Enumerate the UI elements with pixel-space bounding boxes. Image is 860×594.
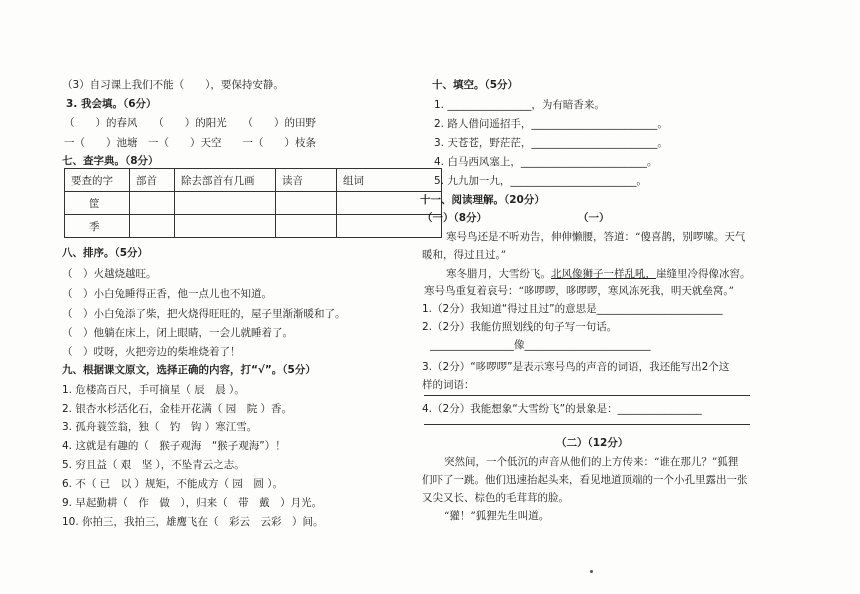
table-row <box>65 192 442 215</box>
passage-1-text: 崖缝里冷得像冰窖。 <box>656 268 751 280</box>
header-cell: 读音 <box>276 169 337 192</box>
section-3-title: 3. 我会填。（6分） <box>66 98 157 110</box>
question-3-item: （3）自习课上我们不能（ ），要保持安静。 <box>62 79 284 91</box>
table-cell-empty[interactable] <box>130 215 175 238</box>
passage-1-line-3 <box>446 267 751 281</box>
section-9-title: 九、根据课文原文，选择正确的内容，打“√”。（5分） <box>62 364 316 376</box>
question-3-answer-line[interactable] <box>424 395 750 396</box>
header-cell: 除去部首有几画 <box>175 169 276 192</box>
sort-item: （ ）他躺在床上，闭上眼睛，一会儿就睡着了。 <box>62 327 293 339</box>
table-row <box>65 215 442 238</box>
choice-item: 2. 银杏水杉活化石，金桂开花满（ 园 院 ）香。 <box>62 403 293 415</box>
blank-item: 5. 九九加一九，________________________。 <box>434 175 647 187</box>
blank-item: 1. ________________，为有暗香来。 <box>434 99 605 111</box>
sort-item: （ ）哎呀，火把旁边的柴堆烧着了！ <box>62 346 241 358</box>
fill-row-2: 一（ ）池塘 一（ ）天空 一（ ）枝条 <box>64 137 316 149</box>
sort-item: （ ）火越烧越旺。 <box>62 268 157 280</box>
passage-1-line: 暖和，得过且过。” <box>422 249 507 261</box>
passage-1-text: 寒冬腊月，大雪纷飞。 <box>446 268 551 280</box>
passage-2-line: 又尖又长、棕色的毛茸茸的脸。 <box>422 492 569 504</box>
table-cell-empty[interactable] <box>276 192 337 215</box>
underlined-sentence: 北风像狮子一样乱吼， <box>551 268 656 280</box>
question-3-continued: 样的词语： <box>422 379 475 391</box>
header-cell: 组词 <box>337 169 442 192</box>
table-cell-char: 筐 <box>65 192 130 215</box>
blank-item: 4. 白马西风塞上，________________________。 <box>434 156 658 168</box>
table-cell-empty[interactable] <box>175 215 276 238</box>
passage-1-line: 寒号鸟还是不听劝告，伸伸懒腰，答道：“傻喜鹊，别啰嗦。天气 <box>446 231 746 243</box>
choice-item: 1. 危楼高百尺，手可摘星（ 辰 晨 ）。 <box>62 384 245 396</box>
section-11-title: 十一、阅读理解。（20分） <box>420 194 545 206</box>
passage-1-line: 寒号鸟重复着哀号：“哆啰啰，哆啰啰，寒风冻死我，明天就垒窝。” <box>424 285 734 297</box>
table-cell-empty[interactable] <box>276 215 337 238</box>
header-cell: 要查的字 <box>65 169 130 192</box>
passage-2-line: 突然间，一个低沉的声音从他们的上方传来：“谁在那儿？”狐狸 <box>444 456 739 468</box>
table-cell-empty[interactable] <box>130 192 175 215</box>
question-2: 2.（2分）我能仿照划线的句子写一句话。 <box>422 321 618 333</box>
choice-item: 10. 你拍三，我拍三，雄鹰飞在（ 彩云 云彩 ）间。 <box>62 516 324 528</box>
section-7-title: 七、查字典。（8分） <box>62 155 159 167</box>
section-8-title: 八、排序。（5分） <box>62 247 149 259</box>
question-3: 3.（2分）“哆啰啰”是表示寒号鸟的声音的词语，我还能写出2个这 <box>422 361 730 373</box>
section-10-title: 十、填空。（5分） <box>432 79 519 91</box>
sort-item: （ ）小白兔添了柴，把火烧得旺旺的，屋子里渐渐暖和了。 <box>62 308 346 320</box>
passage-2-line: “獾！”狐狸先生叫道。 <box>444 510 550 522</box>
choice-item: 9. 早起勤耕（ 作 做 ），归来（ 带 戴 ）月光。 <box>62 497 323 509</box>
part-1-center-title: （一） <box>578 212 610 224</box>
question-4: 4.（2分）我能想象“大雪纷飞”的景象是：________________ <box>422 403 702 415</box>
passage-2-line: 们吓了一跳。他们迅速抬起头来，看见地道顶端的一个小孔里露出一张 <box>422 474 748 486</box>
choice-item: 4. 这就是有趣的（ 猴子观海 “猴子观海”）！ <box>62 440 286 452</box>
header-cell: 部首 <box>130 169 175 192</box>
scan-speck <box>590 570 593 573</box>
question-2-answer-line[interactable]: ________________像________________________ <box>430 339 651 351</box>
blank-item: 3. 天苍苍，野茫茫，________________________。 <box>434 137 668 149</box>
table-cell-char: 季 <box>65 215 130 238</box>
question-4-answer-line[interactable] <box>424 424 750 425</box>
part-2-title: （二）（12分） <box>556 437 629 449</box>
blank-item: 2. 路人借问遥招手，________________________。 <box>434 118 668 130</box>
part-1-title: （一）（8分） <box>422 212 488 224</box>
choice-item: 6. 不（ 已 以 ）规矩，不能成方（ 园 圆 ）。 <box>62 478 283 490</box>
choice-item: 3. 孤舟蓑笠翁，独（ 钓 钩 ）寒江雪。 <box>62 421 258 433</box>
fill-row-1: （ ）的春风 （ ）的阳光 （ ）的田野 <box>64 117 316 129</box>
question-1: 1.（2分）我知道“得过且过”的意思是________________________ <box>422 303 723 315</box>
dictionary-table <box>64 168 442 238</box>
choice-item: 5. 穷且益（ 艰 坚 ），不坠青云之志。 <box>62 459 245 471</box>
table-header-row <box>65 169 442 192</box>
table-cell-empty[interactable] <box>175 192 276 215</box>
sort-item: （ ）小白兔睡得正香，他一点儿也不知道。 <box>62 288 272 300</box>
